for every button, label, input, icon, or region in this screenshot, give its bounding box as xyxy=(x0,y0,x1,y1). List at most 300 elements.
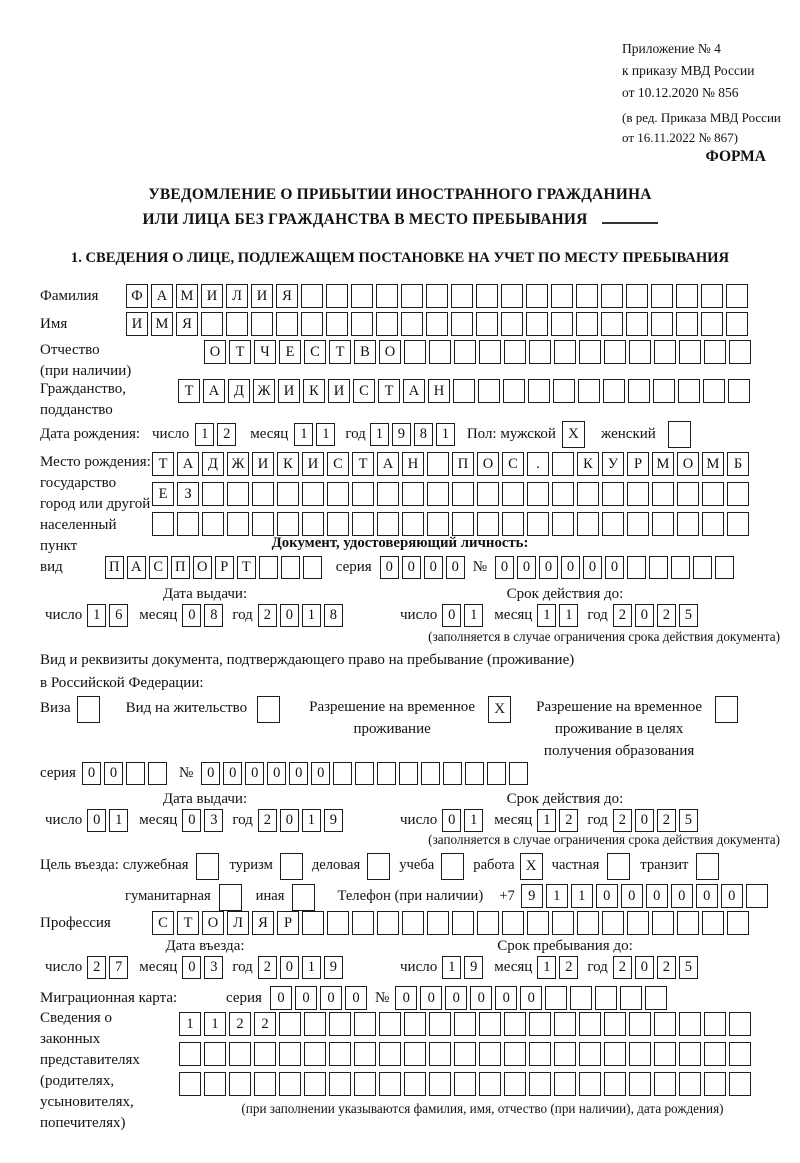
form-cell[interactable] xyxy=(454,1012,476,1036)
form-cell[interactable]: П xyxy=(171,556,190,579)
form-cell[interactable]: 5 xyxy=(679,809,698,832)
form-cell[interactable] xyxy=(577,482,599,506)
form-cell[interactable] xyxy=(479,1042,501,1066)
form-cell[interactable]: О xyxy=(477,452,499,476)
form-cell[interactable] xyxy=(702,482,724,506)
form-cell[interactable]: Т xyxy=(177,911,199,935)
form-cell[interactable]: А xyxy=(127,556,146,579)
form-cell[interactable]: 1 xyxy=(302,604,321,627)
form-cell[interactable] xyxy=(402,512,424,536)
form-cell[interactable]: К xyxy=(577,452,599,476)
form-cell[interactable] xyxy=(429,340,451,364)
form-cell[interactable] xyxy=(654,1072,676,1096)
form-cell[interactable] xyxy=(421,762,440,785)
form-cell[interactable]: 0 xyxy=(182,604,201,627)
form-cell[interactable]: Я xyxy=(176,312,198,336)
form-cell[interactable] xyxy=(626,312,648,336)
form-cell[interactable] xyxy=(354,1072,376,1096)
form-cell[interactable] xyxy=(126,762,145,785)
purpose-transit-checkbox[interactable] xyxy=(696,853,719,880)
form-cell[interactable] xyxy=(252,512,274,536)
form-cell[interactable] xyxy=(577,512,599,536)
form-cell[interactable] xyxy=(376,312,398,336)
form-cell[interactable] xyxy=(551,284,573,308)
form-cell[interactable]: 2 xyxy=(254,1012,276,1036)
form-cell[interactable] xyxy=(601,312,623,336)
form-cell[interactable] xyxy=(728,379,750,403)
form-cell[interactable] xyxy=(602,512,624,536)
form-cell[interactable] xyxy=(504,340,526,364)
form-cell[interactable]: 0 xyxy=(280,809,299,832)
form-cell[interactable]: 2 xyxy=(657,809,676,832)
form-cell[interactable] xyxy=(527,482,549,506)
form-cell[interactable] xyxy=(179,1072,201,1096)
form-cell[interactable]: 0 xyxy=(442,809,461,832)
form-cell[interactable] xyxy=(679,1012,701,1036)
form-cell[interactable] xyxy=(401,284,423,308)
form-cell[interactable]: И xyxy=(328,379,350,403)
form-cell[interactable] xyxy=(333,762,352,785)
form-cell[interactable]: 0 xyxy=(295,986,317,1010)
form-cell[interactable] xyxy=(502,512,524,536)
form-cell[interactable] xyxy=(177,512,199,536)
form-cell[interactable] xyxy=(595,986,617,1010)
form-cell[interactable] xyxy=(329,1042,351,1066)
form-cell[interactable]: 1 xyxy=(464,809,483,832)
form-cell[interactable]: 0 xyxy=(223,762,242,785)
form-cell[interactable]: С xyxy=(327,452,349,476)
sex-female-checkbox[interactable] xyxy=(668,421,691,448)
form-cell[interactable]: 1 xyxy=(302,956,321,979)
form-cell[interactable] xyxy=(627,556,646,579)
form-cell[interactable] xyxy=(729,340,751,364)
form-cell[interactable] xyxy=(579,1072,601,1096)
form-cell[interactable] xyxy=(478,379,500,403)
form-cell[interactable] xyxy=(329,1012,351,1036)
form-cell[interactable] xyxy=(227,482,249,506)
form-cell[interactable] xyxy=(653,379,675,403)
form-cell[interactable] xyxy=(627,911,649,935)
form-cell[interactable]: 1 xyxy=(537,809,556,832)
form-cell[interactable] xyxy=(602,911,624,935)
form-cell[interactable] xyxy=(527,911,549,935)
form-cell[interactable] xyxy=(702,512,724,536)
form-cell[interactable] xyxy=(552,452,574,476)
form-cell[interactable] xyxy=(351,284,373,308)
form-cell[interactable] xyxy=(671,556,690,579)
form-cell[interactable]: 0 xyxy=(517,556,536,579)
form-cell[interactable] xyxy=(629,340,651,364)
form-cell[interactable] xyxy=(529,340,551,364)
form-cell[interactable]: 0 xyxy=(635,809,654,832)
form-cell[interactable] xyxy=(501,284,523,308)
form-cell[interactable] xyxy=(452,482,474,506)
form-cell[interactable]: О xyxy=(193,556,212,579)
form-cell[interactable]: П xyxy=(105,556,124,579)
form-cell[interactable] xyxy=(679,1042,701,1066)
form-cell[interactable]: Ч xyxy=(254,340,276,364)
form-cell[interactable] xyxy=(545,986,567,1010)
form-cell[interactable]: 0 xyxy=(671,884,693,908)
form-cell[interactable] xyxy=(465,762,484,785)
form-cell[interactable] xyxy=(627,482,649,506)
form-cell[interactable]: О xyxy=(677,452,699,476)
form-cell[interactable]: 0 xyxy=(520,986,542,1010)
form-cell[interactable]: 0 xyxy=(445,986,467,1010)
form-cell[interactable]: А xyxy=(177,452,199,476)
form-cell[interactable] xyxy=(451,312,473,336)
form-cell[interactable]: 1 xyxy=(195,423,214,446)
form-cell[interactable]: 0 xyxy=(424,556,443,579)
form-cell[interactable] xyxy=(554,1012,576,1036)
form-cell[interactable]: 2 xyxy=(258,604,277,627)
form-cell[interactable]: 1 xyxy=(559,604,578,627)
form-cell[interactable] xyxy=(554,1042,576,1066)
form-cell[interactable]: 0 xyxy=(605,556,624,579)
sex-male-checkbox[interactable]: X xyxy=(562,421,585,448)
form-cell[interactable]: Ф xyxy=(126,284,148,308)
form-cell[interactable] xyxy=(252,482,274,506)
form-cell[interactable]: Р xyxy=(277,911,299,935)
form-cell[interactable]: М xyxy=(151,312,173,336)
form-cell[interactable]: С xyxy=(304,340,326,364)
form-cell[interactable] xyxy=(479,1072,501,1096)
form-cell[interactable]: 0 xyxy=(721,884,743,908)
form-cell[interactable]: М xyxy=(702,452,724,476)
form-cell[interactable] xyxy=(529,1012,551,1036)
form-cell[interactable]: О xyxy=(379,340,401,364)
form-cell[interactable] xyxy=(620,986,642,1010)
form-cell[interactable]: 0 xyxy=(495,986,517,1010)
form-cell[interactable] xyxy=(652,911,674,935)
form-cell[interactable] xyxy=(729,1042,751,1066)
form-cell[interactable]: С xyxy=(149,556,168,579)
form-cell[interactable]: С xyxy=(152,911,174,935)
form-cell[interactable] xyxy=(379,1042,401,1066)
form-cell[interactable] xyxy=(604,340,626,364)
form-cell[interactable] xyxy=(452,911,474,935)
form-cell[interactable] xyxy=(704,1072,726,1096)
form-cell[interactable] xyxy=(629,1072,651,1096)
form-cell[interactable] xyxy=(679,340,701,364)
form-cell[interactable]: И xyxy=(126,312,148,336)
form-cell[interactable] xyxy=(504,1042,526,1066)
form-cell[interactable]: 2 xyxy=(657,956,676,979)
form-cell[interactable] xyxy=(629,1042,651,1066)
form-cell[interactable] xyxy=(301,284,323,308)
form-cell[interactable]: 0 xyxy=(267,762,286,785)
form-cell[interactable]: 0 xyxy=(561,556,580,579)
form-cell[interactable] xyxy=(703,379,725,403)
form-cell[interactable]: Т xyxy=(352,452,374,476)
form-cell[interactable] xyxy=(404,1072,426,1096)
form-cell[interactable] xyxy=(693,556,712,579)
form-cell[interactable]: Д xyxy=(228,379,250,403)
form-cell[interactable] xyxy=(727,482,749,506)
form-cell[interactable] xyxy=(476,312,498,336)
form-cell[interactable] xyxy=(579,340,601,364)
form-cell[interactable]: 0 xyxy=(635,956,654,979)
form-cell[interactable]: 2 xyxy=(657,604,676,627)
form-cell[interactable] xyxy=(554,340,576,364)
form-cell[interactable]: 1 xyxy=(537,956,556,979)
form-cell[interactable]: 9 xyxy=(324,956,343,979)
form-cell[interactable]: 9 xyxy=(521,884,543,908)
form-cell[interactable] xyxy=(399,762,418,785)
form-cell[interactable] xyxy=(477,911,499,935)
form-cell[interactable] xyxy=(576,284,598,308)
form-cell[interactable]: Л xyxy=(226,284,248,308)
temp-residence-edu-checkbox[interactable] xyxy=(715,696,738,723)
form-cell[interactable] xyxy=(451,284,473,308)
form-cell[interactable] xyxy=(603,379,625,403)
form-cell[interactable] xyxy=(281,556,300,579)
form-cell[interactable]: Я xyxy=(276,284,298,308)
form-cell[interactable] xyxy=(503,379,525,403)
form-cell[interactable]: Т xyxy=(378,379,400,403)
form-cell[interactable]: 0 xyxy=(621,884,643,908)
form-cell[interactable]: 1 xyxy=(442,956,461,979)
form-cell[interactable] xyxy=(652,512,674,536)
form-cell[interactable]: 0 xyxy=(320,986,342,1010)
form-cell[interactable] xyxy=(552,482,574,506)
form-cell[interactable] xyxy=(678,379,700,403)
form-cell[interactable] xyxy=(551,312,573,336)
form-cell[interactable]: 8 xyxy=(204,604,223,627)
form-cell[interactable]: 0 xyxy=(87,809,106,832)
form-cell[interactable]: У xyxy=(602,452,624,476)
form-cell[interactable]: 0 xyxy=(270,986,292,1010)
form-cell[interactable] xyxy=(202,482,224,506)
form-cell[interactable] xyxy=(276,312,298,336)
form-cell[interactable] xyxy=(649,556,668,579)
form-cell[interactable] xyxy=(601,284,623,308)
form-cell[interactable]: 9 xyxy=(392,423,411,446)
form-cell[interactable] xyxy=(453,379,475,403)
form-cell[interactable] xyxy=(352,512,374,536)
form-cell[interactable]: 1 xyxy=(87,604,106,627)
form-cell[interactable] xyxy=(404,340,426,364)
form-cell[interactable] xyxy=(654,1012,676,1036)
form-cell[interactable] xyxy=(677,512,699,536)
form-cell[interactable] xyxy=(576,312,598,336)
form-cell[interactable]: 1 xyxy=(204,1012,226,1036)
form-cell[interactable]: 2 xyxy=(613,809,632,832)
purpose-other-checkbox[interactable] xyxy=(292,884,315,911)
form-cell[interactable] xyxy=(704,1012,726,1036)
form-cell[interactable] xyxy=(302,512,324,536)
form-cell[interactable]: С xyxy=(353,379,375,403)
form-cell[interactable]: 0 xyxy=(311,762,330,785)
form-cell[interactable]: Т xyxy=(178,379,200,403)
purpose-business-checkbox[interactable] xyxy=(367,853,390,880)
form-cell[interactable]: К xyxy=(277,452,299,476)
form-cell[interactable] xyxy=(526,284,548,308)
form-cell[interactable]: А xyxy=(203,379,225,403)
form-cell[interactable] xyxy=(327,512,349,536)
form-cell[interactable] xyxy=(727,911,749,935)
form-cell[interactable] xyxy=(227,512,249,536)
form-cell[interactable] xyxy=(352,911,374,935)
form-cell[interactable] xyxy=(379,1012,401,1036)
form-cell[interactable]: Д xyxy=(202,452,224,476)
form-cell[interactable] xyxy=(702,911,724,935)
form-cell[interactable]: И xyxy=(201,284,223,308)
visa-checkbox[interactable] xyxy=(77,696,100,723)
form-cell[interactable] xyxy=(701,312,723,336)
form-cell[interactable]: И xyxy=(252,452,274,476)
form-cell[interactable]: 2 xyxy=(258,809,277,832)
form-cell[interactable] xyxy=(727,512,749,536)
form-cell[interactable] xyxy=(427,512,449,536)
form-cell[interactable] xyxy=(226,312,248,336)
form-cell[interactable] xyxy=(529,1072,551,1096)
form-cell[interactable]: Т xyxy=(237,556,256,579)
form-cell[interactable] xyxy=(715,556,734,579)
form-cell[interactable]: 8 xyxy=(324,604,343,627)
form-cell[interactable] xyxy=(729,1072,751,1096)
form-cell[interactable] xyxy=(570,986,592,1010)
form-cell[interactable]: А xyxy=(151,284,173,308)
form-cell[interactable] xyxy=(579,1012,601,1036)
form-cell[interactable] xyxy=(404,1012,426,1036)
form-cell[interactable] xyxy=(504,1072,526,1096)
form-cell[interactable]: 1 xyxy=(537,604,556,627)
form-cell[interactable]: Н xyxy=(402,452,424,476)
form-cell[interactable] xyxy=(277,482,299,506)
form-cell[interactable]: А xyxy=(377,452,399,476)
form-cell[interactable] xyxy=(327,482,349,506)
form-cell[interactable] xyxy=(152,512,174,536)
form-cell[interactable]: 0 xyxy=(289,762,308,785)
form-cell[interactable] xyxy=(426,312,448,336)
form-cell[interactable]: 0 xyxy=(280,956,299,979)
form-cell[interactable]: 0 xyxy=(380,556,399,579)
form-cell[interactable] xyxy=(677,482,699,506)
form-cell[interactable]: М xyxy=(652,452,674,476)
form-cell[interactable]: Л xyxy=(227,911,249,935)
form-cell[interactable]: 3 xyxy=(204,809,223,832)
form-cell[interactable] xyxy=(527,512,549,536)
form-cell[interactable] xyxy=(327,911,349,935)
form-cell[interactable]: Т xyxy=(329,340,351,364)
form-cell[interactable] xyxy=(379,1072,401,1096)
form-cell[interactable] xyxy=(676,284,698,308)
form-cell[interactable]: 3 xyxy=(204,956,223,979)
form-cell[interactable] xyxy=(654,1042,676,1066)
form-cell[interactable]: 7 xyxy=(109,956,128,979)
form-cell[interactable]: 0 xyxy=(345,986,367,1010)
residence-permit-checkbox[interactable] xyxy=(257,696,280,723)
form-cell[interactable] xyxy=(452,512,474,536)
form-cell[interactable]: 0 xyxy=(446,556,465,579)
form-cell[interactable]: Р xyxy=(627,452,649,476)
form-cell[interactable] xyxy=(701,284,723,308)
form-cell[interactable] xyxy=(304,1042,326,1066)
form-cell[interactable] xyxy=(552,911,574,935)
form-cell[interactable]: 0 xyxy=(420,986,442,1010)
form-cell[interactable] xyxy=(302,911,324,935)
form-cell[interactable] xyxy=(251,312,273,336)
form-cell[interactable] xyxy=(376,284,398,308)
form-cell[interactable] xyxy=(645,986,667,1010)
form-cell[interactable]: 1 xyxy=(302,809,321,832)
form-cell[interactable] xyxy=(627,512,649,536)
form-cell[interactable]: А xyxy=(403,379,425,403)
form-cell[interactable]: 2 xyxy=(87,956,106,979)
form-cell[interactable]: 0 xyxy=(182,956,201,979)
form-cell[interactable]: М xyxy=(176,284,198,308)
form-cell[interactable] xyxy=(279,1012,301,1036)
form-cell[interactable] xyxy=(429,1072,451,1096)
form-cell[interactable] xyxy=(604,1012,626,1036)
purpose-tourism-checkbox[interactable] xyxy=(280,853,303,880)
form-cell[interactable] xyxy=(526,312,548,336)
form-cell[interactable] xyxy=(704,340,726,364)
form-cell[interactable] xyxy=(329,1072,351,1096)
form-cell[interactable]: 2 xyxy=(613,956,632,979)
form-cell[interactable] xyxy=(577,911,599,935)
form-cell[interactable] xyxy=(429,1042,451,1066)
form-cell[interactable] xyxy=(404,1042,426,1066)
form-cell[interactable] xyxy=(202,512,224,536)
form-cell[interactable]: 1 xyxy=(571,884,593,908)
form-cell[interactable] xyxy=(148,762,167,785)
form-cell[interactable]: С xyxy=(502,452,524,476)
form-cell[interactable]: К xyxy=(303,379,325,403)
form-cell[interactable] xyxy=(402,911,424,935)
form-cell[interactable] xyxy=(509,762,528,785)
form-cell[interactable] xyxy=(259,556,278,579)
form-cell[interactable] xyxy=(654,340,676,364)
form-cell[interactable] xyxy=(229,1042,251,1066)
form-cell[interactable] xyxy=(303,556,322,579)
form-cell[interactable] xyxy=(651,284,673,308)
form-cell[interactable] xyxy=(726,284,748,308)
form-cell[interactable]: 0 xyxy=(82,762,101,785)
form-cell[interactable] xyxy=(677,911,699,935)
form-cell[interactable] xyxy=(479,1012,501,1036)
form-cell[interactable] xyxy=(304,1072,326,1096)
form-cell[interactable] xyxy=(201,312,223,336)
form-cell[interactable] xyxy=(726,312,748,336)
form-cell[interactable]: З xyxy=(177,482,199,506)
form-cell[interactable] xyxy=(443,762,462,785)
form-cell[interactable] xyxy=(355,762,374,785)
form-cell[interactable] xyxy=(401,312,423,336)
form-cell[interactable] xyxy=(354,1042,376,1066)
form-cell[interactable]: 1 xyxy=(294,423,313,446)
form-cell[interactable] xyxy=(427,452,449,476)
form-cell[interactable]: 0 xyxy=(104,762,123,785)
temp-residence-checkbox[interactable]: X xyxy=(488,696,511,723)
form-cell[interactable]: 1 xyxy=(464,604,483,627)
form-cell[interactable]: 9 xyxy=(324,809,343,832)
form-cell[interactable] xyxy=(476,284,498,308)
form-cell[interactable] xyxy=(279,1042,301,1066)
form-cell[interactable] xyxy=(477,482,499,506)
form-cell[interactable] xyxy=(229,1072,251,1096)
form-cell[interactable]: Т xyxy=(152,452,174,476)
form-cell[interactable] xyxy=(729,1012,751,1036)
form-cell[interactable]: В xyxy=(354,340,376,364)
form-cell[interactable]: Е xyxy=(152,482,174,506)
form-cell[interactable] xyxy=(254,1072,276,1096)
form-cell[interactable]: Т xyxy=(229,340,251,364)
form-cell[interactable] xyxy=(529,1042,551,1066)
form-cell[interactable] xyxy=(204,1072,226,1096)
form-cell[interactable]: . xyxy=(527,452,549,476)
